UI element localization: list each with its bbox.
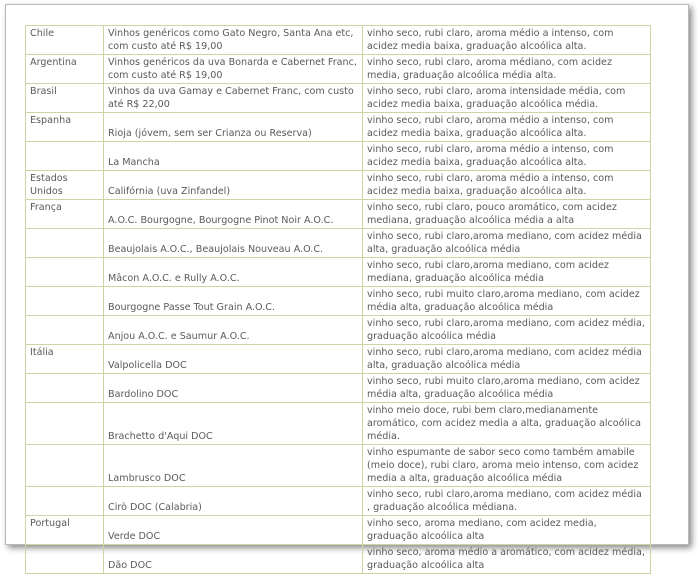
wine-cell: Dão DOC bbox=[104, 545, 363, 574]
table-row bbox=[26, 516, 651, 545]
description-cell: vinho seco, rubi muito claro,aroma mediano, com acidez média alta, graduação alcoólica média bbox=[363, 287, 651, 316]
country-cell: Itália bbox=[26, 345, 104, 374]
description-cell: vinho seco, rubi claro, aroma médio a intenso, com acidez media baixa, graduação alcoólica alta. bbox=[363, 113, 651, 142]
description-cell: vinho espumante de sabor seco como também amabile (meio doce), rubi claro, aroma meio intenso, com acidez media a alta, graduação alcoólica média bbox=[363, 445, 651, 487]
wine-cell: Rioja (jóvem, sem ser Crianza ou Reserva) bbox=[104, 113, 363, 142]
table-row bbox=[26, 287, 651, 316]
wine-cell: Bourgogne Passe Tout Grain A.O.C. bbox=[104, 287, 363, 316]
wine-cell: Vinhos da uva Gamay e Cabernet Franc, com custo até R$ 22,00 bbox=[104, 84, 363, 113]
description-cell: vinho seco, aroma médio a aromático, com acidez média, graduação alcoólica alta bbox=[363, 545, 651, 574]
country-cell: Estados Unidos bbox=[26, 171, 104, 200]
description-cell: vinho seco, rubi claro,aroma mediano, com acidez média alta, graduação alcoólica média bbox=[363, 229, 651, 258]
description-cell: vinho seco, rubi claro, aroma médiano, com acidez media, graduação alcoólica média alta. bbox=[363, 55, 651, 84]
country-cell bbox=[26, 229, 104, 258]
wine-cell: Brachetto d'Aqui DOC bbox=[104, 403, 363, 445]
table-row bbox=[26, 171, 651, 200]
country-cell: Portugal bbox=[26, 516, 104, 545]
country-cell bbox=[26, 142, 104, 171]
wine-cell: Verde DOC bbox=[104, 516, 363, 545]
table-row bbox=[26, 403, 651, 445]
country-cell bbox=[26, 487, 104, 516]
country-cell: Espanha bbox=[26, 113, 104, 142]
wine-cell: Lambrusco DOC bbox=[104, 445, 363, 487]
wine-cell: Anjou A.O.C. e Saumur A.O.C. bbox=[104, 316, 363, 345]
table-row bbox=[26, 345, 651, 374]
country-cell bbox=[26, 545, 104, 574]
country-cell bbox=[26, 287, 104, 316]
table-row bbox=[26, 374, 651, 403]
wine-cell: A.O.C. Bourgogne, Bourgogne Pinot Noir A.O.C. bbox=[104, 200, 363, 229]
wine-cell: Cirò DOC (Calabria) bbox=[104, 487, 363, 516]
description-cell: vinho seco, rubi claro, pouco aromático, com acidez mediana, graduação alcoólica média a alta bbox=[363, 200, 651, 229]
wine-cell: Bardolino DOC bbox=[104, 374, 363, 403]
country-cell: França bbox=[26, 200, 104, 229]
description-cell: vinho seco, rubi claro,aroma mediano, com acidez média , graduação alcoólica médiana. bbox=[363, 487, 651, 516]
wine-cell: Beaujolais A.O.C., Beaujolais Nouveau A.O.C. bbox=[104, 229, 363, 258]
country-cell bbox=[26, 403, 104, 445]
country-cell bbox=[26, 316, 104, 345]
description-cell: vinho seco, rubi muito claro,aroma mediano, com acidez média alta, graduação alcoólica média bbox=[363, 374, 651, 403]
country-cell bbox=[26, 374, 104, 403]
description-cell: vinho seco, rubi claro, aroma médio a intenso, com acidez media baixa, graduação alcoólica alta. bbox=[363, 26, 651, 55]
country-cell: Chile bbox=[26, 26, 104, 55]
description-cell: vinho seco, aroma mediano, com acidez media, graduação alcoólica alta bbox=[363, 516, 651, 545]
description-cell: vinho meio doce, rubi bem claro,medianamente aromático, com acidez media a alta, graduação alcoólica média. bbox=[363, 403, 651, 445]
wine-cell: Califórnia (uva Zinfandel) bbox=[104, 171, 363, 200]
table-row bbox=[26, 229, 651, 258]
description-cell: vinho seco, rubi claro,aroma mediano, com acidez média, graduação alcoólica média bbox=[363, 316, 651, 345]
wine-cell: Vinhos genéricos da uva Bonarda e Cabernet Franc, com custo até R$ 19,00 bbox=[104, 55, 363, 84]
country-cell: Brasil bbox=[26, 84, 104, 113]
table-row bbox=[26, 316, 651, 345]
table-row bbox=[26, 487, 651, 516]
description-cell: vinho seco, rubi claro,aroma mediano, com acidez mediana, graduação alcoólica média bbox=[363, 258, 651, 287]
page-frame bbox=[5, 4, 689, 571]
table-row bbox=[26, 445, 651, 487]
country-cell bbox=[26, 445, 104, 487]
description-cell: vinho seco, rubi claro,aroma mediano, com acidez média alta, graduação alcoólica média bbox=[363, 345, 651, 374]
table-row bbox=[26, 142, 651, 171]
table-row bbox=[26, 26, 651, 55]
table-row bbox=[26, 84, 651, 113]
wine-table bbox=[25, 25, 651, 574]
wine-cell: Mâcon A.O.C. e Rully A.O.C. bbox=[104, 258, 363, 287]
wine-cell: Valpolicella DOC bbox=[104, 345, 363, 374]
country-cell: Argentina bbox=[26, 55, 104, 84]
wine-cell: Vinhos genéricos como Gato Negro, Santa Ana etc, com custo até R$ 19,00 bbox=[104, 26, 363, 55]
table-row bbox=[26, 545, 651, 574]
table-row bbox=[26, 55, 651, 84]
wine-cell: La Mancha bbox=[104, 142, 363, 171]
table-row bbox=[26, 258, 651, 287]
description-cell: vinho seco, rubi claro, aroma médio a intenso, com acidez media baixa, graduação alcoólica alta. bbox=[363, 171, 651, 200]
table-row bbox=[26, 200, 651, 229]
country-cell bbox=[26, 258, 104, 287]
description-cell: vinho seco, rubi claro, aroma intensidade média, com acidez media baixa, graduação alcoólica média. bbox=[363, 84, 651, 113]
description-cell: vinho seco, rubi claro, aroma médio a intenso, com acidez media baixa, graduação alcoólica alta. bbox=[363, 142, 651, 171]
table-row bbox=[26, 113, 651, 142]
